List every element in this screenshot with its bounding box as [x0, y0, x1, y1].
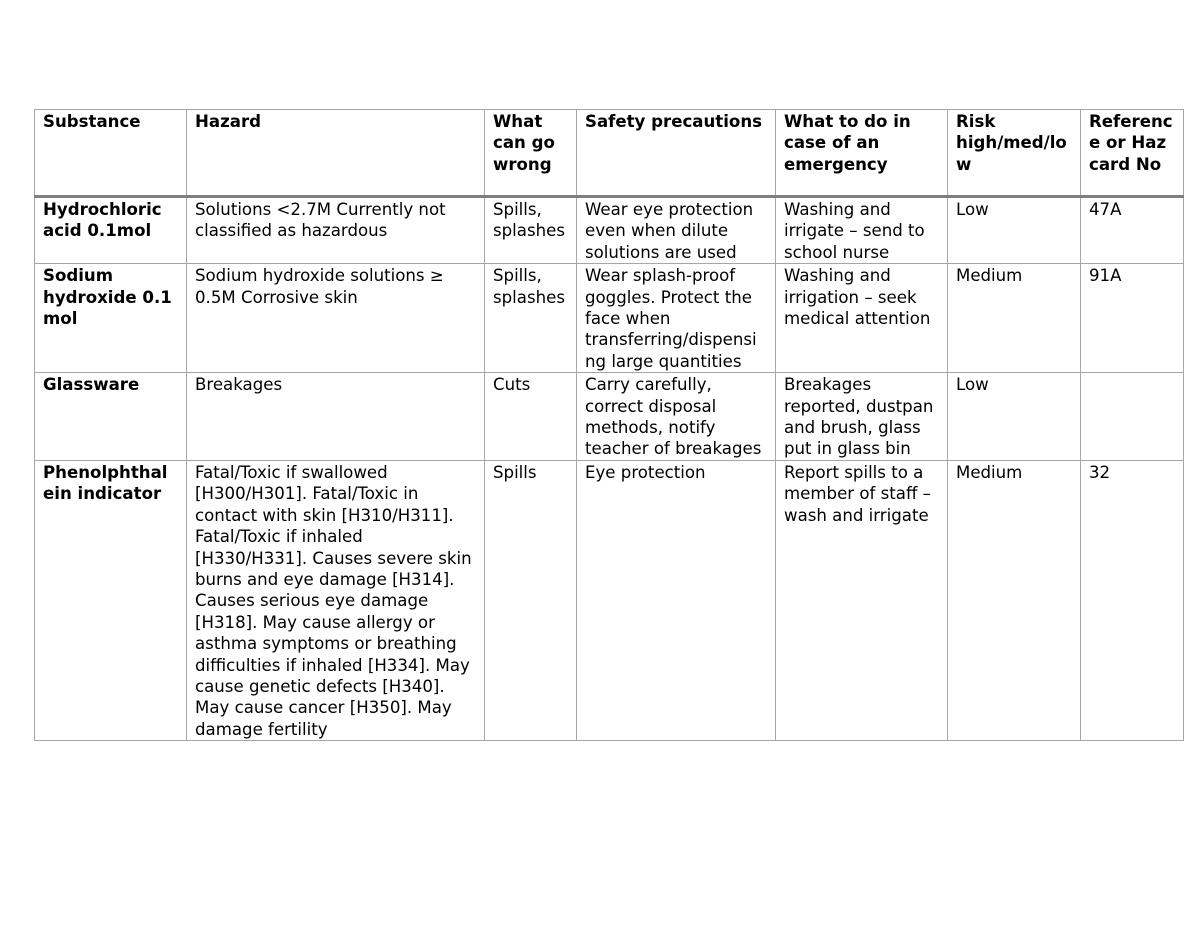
- cell-reference: 32: [1081, 460, 1184, 740]
- header-hazard: Hazard: [187, 110, 485, 197]
- header-emergency: What to do in case of an emergency: [776, 110, 948, 197]
- cell-substance: Glassware: [35, 373, 187, 461]
- cell-reference: [1081, 373, 1184, 461]
- cell-risk: Low: [948, 373, 1081, 461]
- header-safety-precautions: Safety precautions: [577, 110, 776, 197]
- cell-emergency: Washing and irrigate – send to school nurse: [776, 197, 948, 264]
- cell-substance: Sodium hydroxide 0.1 mol: [35, 264, 187, 373]
- cell-substance: Hydrochloric acid 0.1mol: [35, 197, 187, 264]
- cell-reference: 91A: [1081, 264, 1184, 373]
- cell-what-can-go-wrong: Cuts: [485, 373, 577, 461]
- table-header-row: [35, 110, 1184, 197]
- cell-reference: 47A: [1081, 197, 1184, 264]
- risk-assessment-table: [34, 109, 1184, 741]
- cell-emergency: Breakages reported, dustpan and brush, glass put in glass bin: [776, 373, 948, 461]
- cell-what-can-go-wrong: Spills: [485, 460, 577, 740]
- cell-safety-precautions: Carry carefully, correct disposal methods, notify teacher of breakages: [577, 373, 776, 461]
- cell-emergency: Report spills to a member of staff – wash and irrigate: [776, 460, 948, 740]
- cell-hazard: Sodium hydroxide solutions ≥ 0.5M Corrosive skin: [187, 264, 485, 373]
- header-what-can-go-wrong: What can go wrong: [485, 110, 577, 197]
- header-substance: Substance: [35, 110, 187, 197]
- cell-hazard: Breakages: [187, 373, 485, 461]
- cell-safety-precautions: Wear splash-proof goggles. Protect the face when transferring/dispensing large quantities: [577, 264, 776, 373]
- cell-emergency: Washing and irrigation – seek medical attention: [776, 264, 948, 373]
- cell-risk: Medium: [948, 264, 1081, 373]
- cell-safety-precautions: Wear eye protection even when dilute solutions are used: [577, 197, 776, 264]
- header-reference: Reference or Haz card No: [1081, 110, 1184, 197]
- cell-substance: Phenolphthalein indicator: [35, 460, 187, 740]
- cell-hazard: Fatal/Toxic if swallowed [H300/H301]. Fatal/Toxic in contact with skin [H310/H311]. Fatal/Toxic if inhaled [H330/H331]. Causes severe skin burns and eye damage [H314]. Causes serious eye damage [H318]. May cause allergy or asthma symptoms or breathing difficulties if inhaled [H334]. May cause genetic defects [H340]. May cause cancer [H350]. May damage fertility: [187, 460, 485, 740]
- cell-what-can-go-wrong: Spills, splashes: [485, 197, 577, 264]
- table-row: [35, 264, 1184, 373]
- table-row: [35, 373, 1184, 461]
- table-row: [35, 460, 1184, 740]
- cell-safety-precautions: Eye protection: [577, 460, 776, 740]
- cell-risk: Low: [948, 197, 1081, 264]
- cell-hazard: Solutions <2.7M Currently not classified as hazardous: [187, 197, 485, 264]
- header-risk: Risk high/med/low: [948, 110, 1081, 197]
- cell-risk: Medium: [948, 460, 1081, 740]
- cell-what-can-go-wrong: Spills, splashes: [485, 264, 577, 373]
- table-row: [35, 197, 1184, 264]
